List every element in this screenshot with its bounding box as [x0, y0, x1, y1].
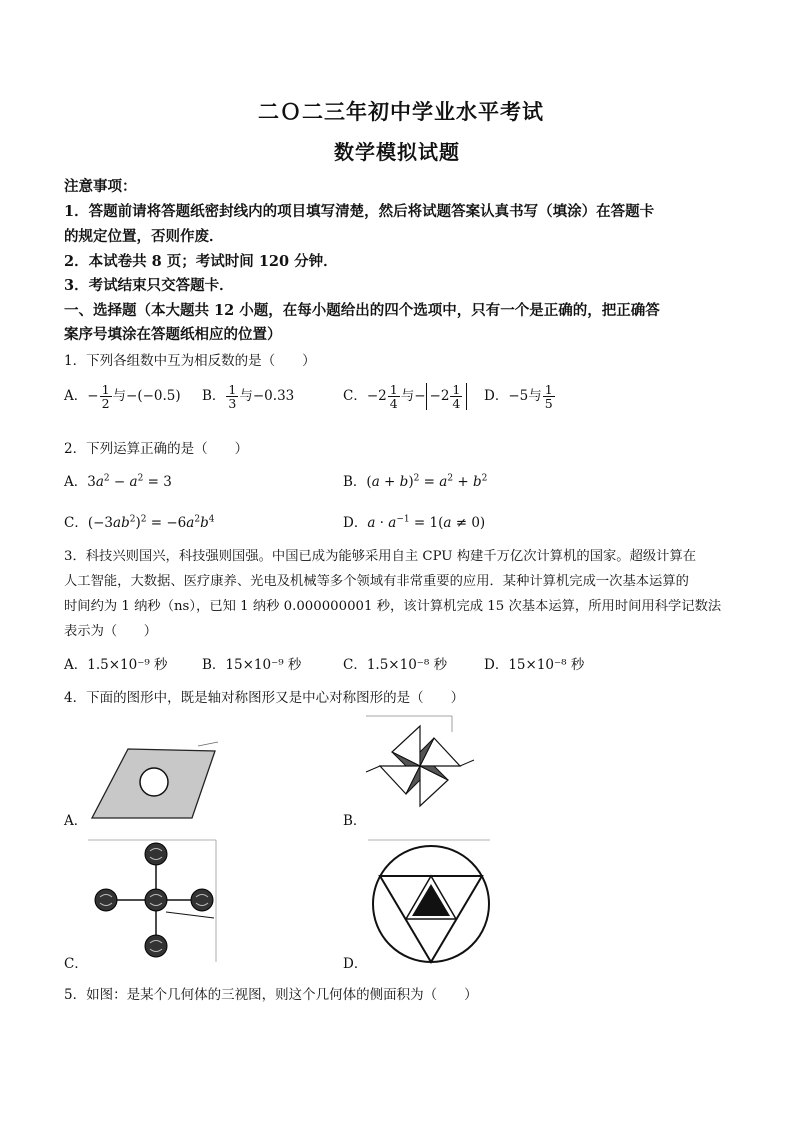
figure-b-pinwheel: [362, 712, 482, 822]
q2-option-a: A．$3a^2 - a^2 = 3$: [64, 473, 172, 490]
q1-option-a-label: A．: [64, 388, 88, 405]
q1-option-b: B． $\frac{1}{3}$ 与−0.33: [202, 382, 295, 412]
figure-d-label: D．: [343, 956, 368, 972]
q1-option-c: C．−2 $\frac{1}{4}$ 与− −2 $\frac{1}{4}$: [343, 383, 467, 410]
figure-c-cross: [86, 836, 218, 966]
q1-option-b-label: B．: [202, 388, 226, 405]
q1-option-a: A．− $\frac{1}{2}$ 与−(−0.5): [64, 382, 181, 412]
q3-line-3: 时间约为 1 纳秒（ns），已知 1 纳秒 0.000000001 秒，该计算机完成 15 次基本运算，所用时间用科学记数法: [64, 599, 722, 614]
notice-line-1-cont: 的规定位置，否则作废．: [64, 228, 224, 245]
q2-option-a-label: A．: [64, 474, 88, 490]
q2-option-c-label: C．: [64, 515, 88, 531]
q3-line-4: 表示为（ ）: [64, 624, 158, 639]
q3-option-c: C．1.5×10⁻⁸ 秒: [343, 657, 448, 673]
q3-line-2: 人工智能，大数据、医疗康养、光电及机械等多个领域有非常重要的应用．某种计算机完成一次基本运算的: [64, 574, 689, 589]
q3-line-1: 3．科技兴则国兴，科技强则国强。中国已成为能够采用自主 CPU 构建千万亿次计算机的国家。超级计算在: [64, 549, 697, 564]
notice-line-1: 1．答题前请将答题纸密封线内的项目填写清楚，然后将试题答案认真书写（填涂）在答题卡: [64, 203, 655, 220]
q2-option-b: B．$(a + b)^2 = a^2 + b^2$: [343, 473, 488, 490]
q3-option-b: B．15×10⁻⁹ 秒: [202, 657, 302, 673]
q2-stem: 2．下列运算正确的是（ ）: [64, 441, 249, 457]
q2-option-c: C．$(-3ab^2)^2 = -6a^2b^4$: [64, 514, 215, 531]
figure-a-label: A．: [64, 813, 88, 829]
exam-title: 二Ｏ二三年初中学业水平考试: [258, 99, 544, 124]
q3-option-a: A．1.5×10⁻⁹ 秒: [64, 657, 168, 673]
figure-c-label: C．: [64, 956, 88, 972]
notice-line-3: 3．考试结束只交答题卡．: [64, 277, 234, 294]
q2-option-b-label: B．: [343, 474, 367, 490]
q3-option-d: D．15×10⁻⁸ 秒: [484, 657, 585, 673]
q2-option-d: D．$a \cdot a^{-1} = 1(a \ne 0)$: [343, 514, 486, 531]
q1-stem: 1．下列各组数中互为相反数的是（ ）: [64, 353, 316, 369]
q1-option-c-label: C．: [343, 388, 367, 405]
exam-subtitle: 数学模拟试题: [334, 140, 460, 164]
q2-option-d-label: D．: [343, 515, 368, 531]
figure-b-label: B．: [343, 813, 367, 829]
section-heading-cont: 案序号填涂在答题纸相应的位置）: [64, 326, 282, 343]
q5-stem: 5．如图：是某个几何体的三视图，则这个几何体的侧面积为（ ）: [64, 987, 478, 1003]
figure-a-parallelogram: [88, 740, 220, 825]
notice-heading: 注意事项：: [64, 178, 137, 195]
figure-d-circle-triangles: [364, 836, 494, 966]
q4-stem: 4．下面的图形中，既是轴对称图形又是中心对称图形的是（ ）: [64, 690, 465, 706]
q1-option-d-label: D．: [484, 388, 509, 405]
q1-option-d: D．−5与 $\frac{1}{5}$: [484, 382, 553, 412]
notice-line-2: 2．本试卷共 8 页；考试时间 120 分钟．: [64, 253, 338, 270]
section-heading: 一、选择题（本大题共 12 小题，在每小题给出的四个选项中，只有一个是正确的，把正确答: [64, 302, 660, 319]
